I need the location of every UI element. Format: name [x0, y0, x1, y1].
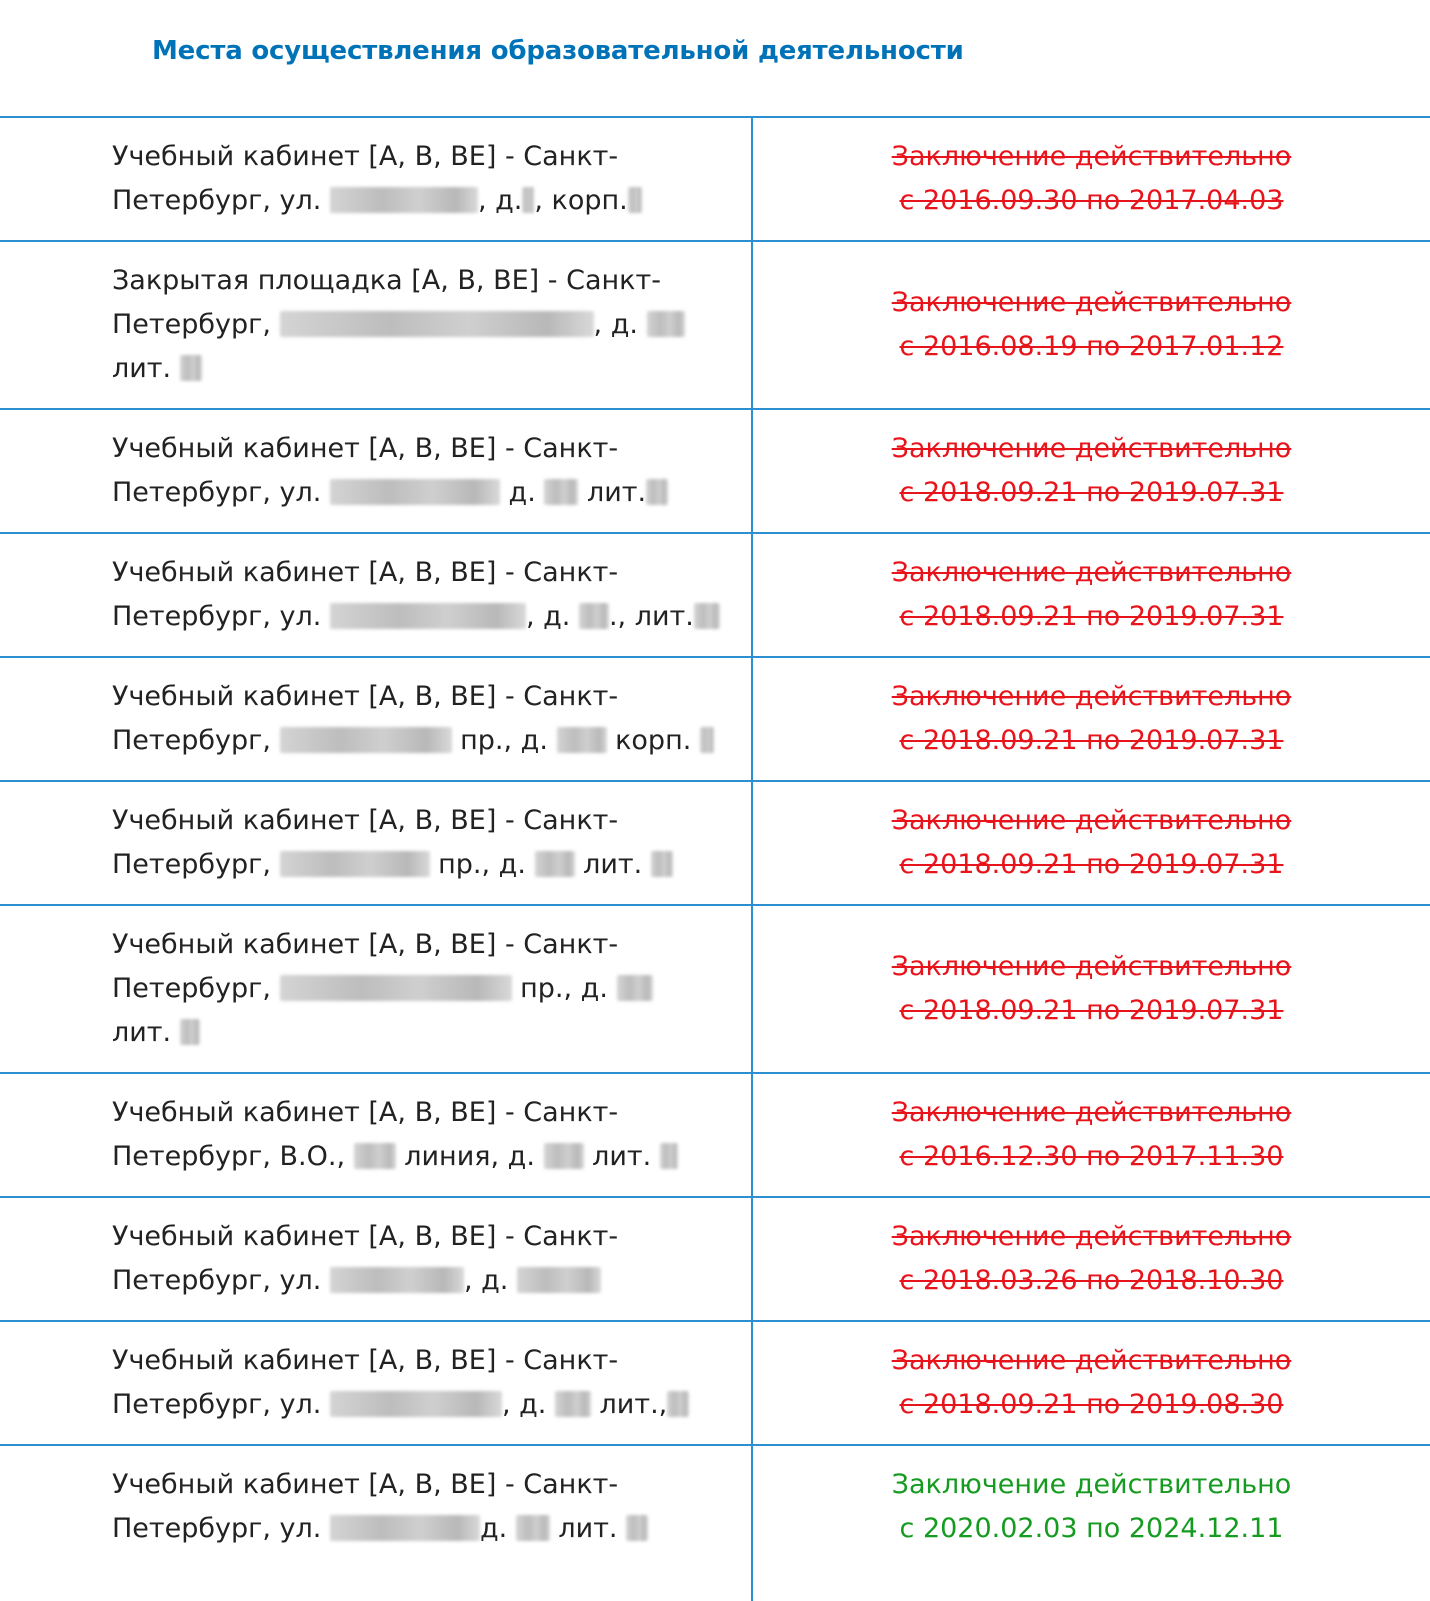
table-row: [0, 657, 1430, 781]
status-dates: с 2018.09.21 по 2019.07.31: [899, 601, 1284, 632]
status-label: Заключение действительно: [891, 557, 1292, 588]
redacted-text: [330, 187, 478, 213]
table-row: [0, 1197, 1430, 1321]
redacted-text: [280, 727, 452, 753]
redacted-text: [180, 355, 202, 381]
redacted-text: [330, 603, 526, 629]
status-label: Заключение действительно: [891, 433, 1292, 464]
address-line-2: Петербург, ул. , д.: [112, 1259, 751, 1303]
address-line-2: Петербург, В.О., линия, д. лит.: [112, 1135, 751, 1179]
status-label: Заключение действительно: [891, 1097, 1292, 1128]
address-line-2: Петербург, пр., д.: [112, 967, 751, 1011]
redacted-text: [647, 311, 685, 337]
status-cell: [752, 657, 1430, 781]
address-cell: [0, 1321, 752, 1445]
redacted-text: [651, 851, 673, 877]
status-dates: с 2018.09.21 по 2019.07.31: [899, 995, 1284, 1026]
redacted-text: [544, 1143, 584, 1169]
status-dates: с 2016.12.30 по 2017.11.30: [899, 1141, 1284, 1172]
address-cell: [0, 905, 752, 1073]
redacted-text: [517, 1267, 601, 1293]
redacted-text: [628, 187, 642, 213]
status-cell: [752, 241, 1430, 409]
status-dates: с 2018.09.21 по 2019.07.31: [899, 849, 1284, 880]
status-label: Заключение действительно: [891, 287, 1292, 318]
status-label: Заключение действительно: [891, 681, 1292, 712]
redacted-text: [354, 1143, 396, 1169]
status-dates: с 2018.09.21 по 2019.07.31: [899, 725, 1284, 756]
address-cell: [0, 409, 752, 533]
table-row: [0, 533, 1430, 657]
address-line-2: Петербург, ул. , д. ., лит.: [112, 595, 751, 639]
address-line-1: Учебный кабинет [A, B, BE] - Санкт-: [112, 1345, 619, 1376]
table-row: [0, 409, 1430, 533]
status-label: Заключение действительно: [891, 1469, 1292, 1500]
redacted-text: [280, 851, 430, 877]
redacted-text: [617, 975, 653, 1001]
address-line-1: Учебный кабинет [A, B, BE] - Санкт-: [112, 681, 619, 712]
redacted-text: [700, 727, 714, 753]
page-title: Места осуществления образовательной деятельности: [152, 36, 964, 66]
address-line-2: Петербург, пр., д. лит.: [112, 843, 751, 887]
redacted-text: [330, 479, 500, 505]
redacted-text: [180, 1019, 200, 1045]
redacted-text: [626, 1515, 648, 1541]
address-cell: [0, 1445, 752, 1601]
status-cell: [752, 409, 1430, 533]
address-line-2: Петербург, ул. д. лит.: [112, 1507, 751, 1551]
redacted-text: [522, 187, 534, 213]
status-cell: [752, 1073, 1430, 1197]
address-cell: [0, 1073, 752, 1197]
address-line-1: Учебный кабинет [A, B, BE] - Санкт-: [112, 1469, 619, 1500]
address-line-1: Закрытая площадка [A, B, BE] - Санкт-: [112, 265, 661, 296]
redacted-text: [280, 975, 512, 1001]
address-cell: [0, 117, 752, 241]
status-cell: [752, 1445, 1430, 1601]
address-line-1: Учебный кабинет [A, B, BE] - Санкт-: [112, 433, 619, 464]
status-dates: с 2018.09.21 по 2019.08.30: [899, 1389, 1284, 1420]
address-line-1: Учебный кабинет [A, B, BE] - Санкт-: [112, 1221, 619, 1252]
redacted-text: [516, 1515, 550, 1541]
status-dates: с 2016.09.30 по 2017.04.03: [899, 185, 1284, 216]
table-row: [0, 241, 1430, 409]
address-cell: [0, 657, 752, 781]
redacted-text: [667, 1391, 689, 1417]
status-cell: [752, 1321, 1430, 1445]
redacted-text: [694, 603, 720, 629]
address-cell: [0, 241, 752, 409]
address-cell: [0, 781, 752, 905]
places-table: [0, 116, 1430, 1601]
redacted-text: [330, 1515, 480, 1541]
address-line-3: лит.: [112, 1011, 751, 1055]
address-line-3: лит.: [112, 347, 751, 391]
status-label: Заключение действительно: [891, 1345, 1292, 1376]
redacted-text: [280, 311, 594, 337]
address-cell: [0, 1197, 752, 1321]
status-label: Заключение действительно: [891, 1221, 1292, 1252]
redacted-text: [555, 1391, 591, 1417]
table-row: [0, 905, 1430, 1073]
status-cell: [752, 781, 1430, 905]
table-row: [0, 781, 1430, 905]
status-dates: с 2018.03.26 по 2018.10.30: [899, 1265, 1284, 1296]
redacted-text: [535, 851, 575, 877]
address-cell: [0, 533, 752, 657]
redacted-text: [330, 1267, 464, 1293]
table-row: [0, 117, 1430, 241]
address-line-1: Учебный кабинет [A, B, BE] - Санкт-: [112, 141, 619, 172]
address-line-2: Петербург, ул. , д. , корп.: [112, 179, 751, 223]
status-cell: [752, 1197, 1430, 1321]
redacted-text: [544, 479, 578, 505]
address-line-2: Петербург, ул. д. лит.: [112, 471, 751, 515]
redacted-text: [557, 727, 607, 753]
status-cell: [752, 117, 1430, 241]
redacted-text: [330, 1391, 502, 1417]
status-dates: с 2018.09.21 по 2019.07.31: [899, 477, 1284, 508]
address-line-1: Учебный кабинет [A, B, BE] - Санкт-: [112, 805, 619, 836]
table-row: [0, 1445, 1430, 1601]
address-line-1: Учебный кабинет [A, B, BE] - Санкт-: [112, 557, 619, 588]
status-cell: [752, 533, 1430, 657]
address-line-1: Учебный кабинет [A, B, BE] - Санкт-: [112, 929, 619, 960]
table-row: [0, 1321, 1430, 1445]
redacted-text: [646, 479, 668, 505]
table-row: [0, 1073, 1430, 1197]
address-line-2: Петербург, пр., д. корп.: [112, 719, 751, 763]
status-dates: с 2016.08.19 по 2017.01.12: [899, 331, 1284, 362]
status-cell: [752, 905, 1430, 1073]
address-line-1: Учебный кабинет [A, B, BE] - Санкт-: [112, 1097, 619, 1128]
address-line-2: Петербург, , д.: [112, 303, 751, 347]
status-label: Заключение действительно: [891, 141, 1292, 172]
status-label: Заключение действительно: [891, 805, 1292, 836]
address-line-2: Петербург, ул. , д. лит.,: [112, 1383, 751, 1427]
redacted-text: [579, 603, 609, 629]
redacted-text: [660, 1143, 678, 1169]
status-label: Заключение действительно: [891, 951, 1292, 982]
status-dates: с 2020.02.03 по 2024.12.11: [899, 1513, 1284, 1544]
